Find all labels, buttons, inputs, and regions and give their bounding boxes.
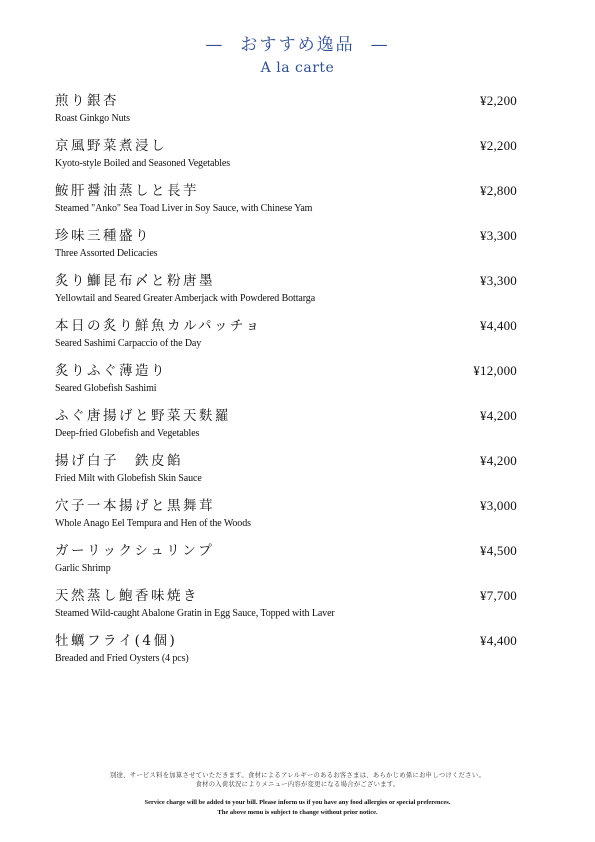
- menu-item: [55, 407, 517, 452]
- menu-item-price: ¥3,300: [480, 273, 517, 288]
- menu-item: [55, 542, 517, 587]
- menu-list: [55, 92, 517, 677]
- title-dash-right: —: [370, 35, 390, 55]
- menu-item-price: ¥3,300: [480, 228, 517, 243]
- menu-item-price: ¥4,500: [480, 543, 517, 558]
- menu-item-price: ¥12,000: [473, 363, 517, 378]
- menu-item-en-name: Garlic Shrimp: [55, 563, 111, 574]
- menu-item: [55, 632, 517, 677]
- menu-item: [55, 182, 517, 227]
- menu-item-jp-name: 揚げ白子 鉄皮餡: [55, 453, 183, 469]
- menu-item-price: ¥4,200: [480, 453, 517, 468]
- page-subtitle: A la carte: [260, 60, 335, 76]
- menu-header: [0, 34, 595, 78]
- menu-item-jp-name: 牡蠣フライ(4個): [55, 633, 178, 649]
- title-dash-left: —: [205, 35, 225, 55]
- menu-item-jp-name: ガーリックシュリンプ: [55, 543, 215, 559]
- menu-item-en-name: Three Assorted Delicacies: [55, 248, 158, 259]
- footer-en-line-1: Service charge will be added to your bill. Please inform us if you have any food allergies or special preferences.: [144, 799, 451, 806]
- menu-item-jp-name: 炙りふぐ薄造り: [55, 363, 167, 379]
- menu-item-jp-name: ふぐ唐揚げと野菜天麩羅: [55, 408, 231, 424]
- menu-item: [55, 92, 517, 137]
- menu-item-jp-name: 穴子一本揚げと黒舞茸: [55, 498, 215, 514]
- menu-item-price: ¥2,800: [480, 183, 517, 198]
- menu-item-jp-name: 珍味三種盛り: [55, 228, 151, 244]
- menu-item-en-name: Whole Anago Eel Tempura and Hen of the Woods: [55, 518, 251, 529]
- menu-item: [55, 497, 517, 542]
- menu-item-en-name: Kyoto-style Boiled and Seasoned Vegetables: [55, 158, 231, 169]
- menu-item-jp-name: 炙り鰤昆布〆と粉唐墨: [55, 273, 215, 289]
- menu-item: [55, 227, 517, 272]
- menu-item-en-name: Roast Ginkgo Nuts: [55, 113, 130, 124]
- menu-item-en-name: Steamed Wild-caught Abalone Gratin in Egg Sauce, Topped with Laver: [55, 608, 335, 619]
- menu-item-price: ¥4,400: [480, 318, 517, 333]
- footer-jp-line-1: 別途、サービス料を加算させていただきます。食材によるアレルギーのあるお客さまは、あらかじめ係にお申しつけください。: [109, 772, 486, 779]
- menu-item-jp-name: 鮟肝醤油蒸しと長芋: [55, 183, 199, 199]
- menu-item-jp-name: 天然蒸し鮑香味焼き: [55, 588, 199, 604]
- menu-item: [55, 587, 517, 632]
- menu-item-en-name: Deep-fried Globefish and Vegetables: [55, 428, 200, 439]
- title-text: おすすめ逸品: [240, 35, 355, 55]
- menu-item-jp-name: 京風野菜煮浸し: [55, 138, 167, 154]
- menu-item-en-name: Breaded and Fried Oysters (4 pcs): [55, 653, 189, 664]
- menu-item-price: ¥7,700: [480, 588, 517, 603]
- menu-item-en-name: Yellowtail and Seared Greater Amberjack with Powdered Bottarga: [55, 293, 316, 304]
- menu-item-en-name: Seared Sashimi Carpaccio of the Day: [55, 338, 202, 349]
- menu-item: [55, 137, 517, 182]
- footer-en-line-2: The above menu is subject to change without prior notice.: [217, 809, 378, 816]
- menu-item-jp-name: 本日の炙り鮮魚カルパッチョ: [55, 318, 262, 334]
- menu-item-en-name: Seared Globefish Sashimi: [55, 383, 157, 394]
- menu-item-price: ¥2,200: [480, 93, 517, 108]
- menu-item: [55, 362, 517, 407]
- menu-item-en-name: Steamed "Anko" Sea Toad Liver in Soy Sauce, with Chinese Yam: [55, 203, 313, 214]
- menu-item-en-name: Fried Milt with Globefish Skin Sauce: [55, 473, 202, 484]
- menu-item-price: ¥4,400: [480, 633, 517, 648]
- footer-jp-line-2: 食材の入荷状況によりメニュー内容が変更になる場合がございます。: [195, 781, 400, 788]
- menu-item-price: ¥2,200: [480, 138, 517, 153]
- menu-item-jp-name: 煎り銀杏: [55, 93, 119, 109]
- menu-item: [55, 272, 517, 317]
- page-title: [0, 34, 595, 56]
- footer: [0, 771, 595, 818]
- menu-item-price: ¥3,000: [480, 498, 517, 513]
- menu-item: [55, 452, 517, 497]
- menu-item: [55, 317, 517, 362]
- menu-item-price: ¥4,200: [480, 408, 517, 423]
